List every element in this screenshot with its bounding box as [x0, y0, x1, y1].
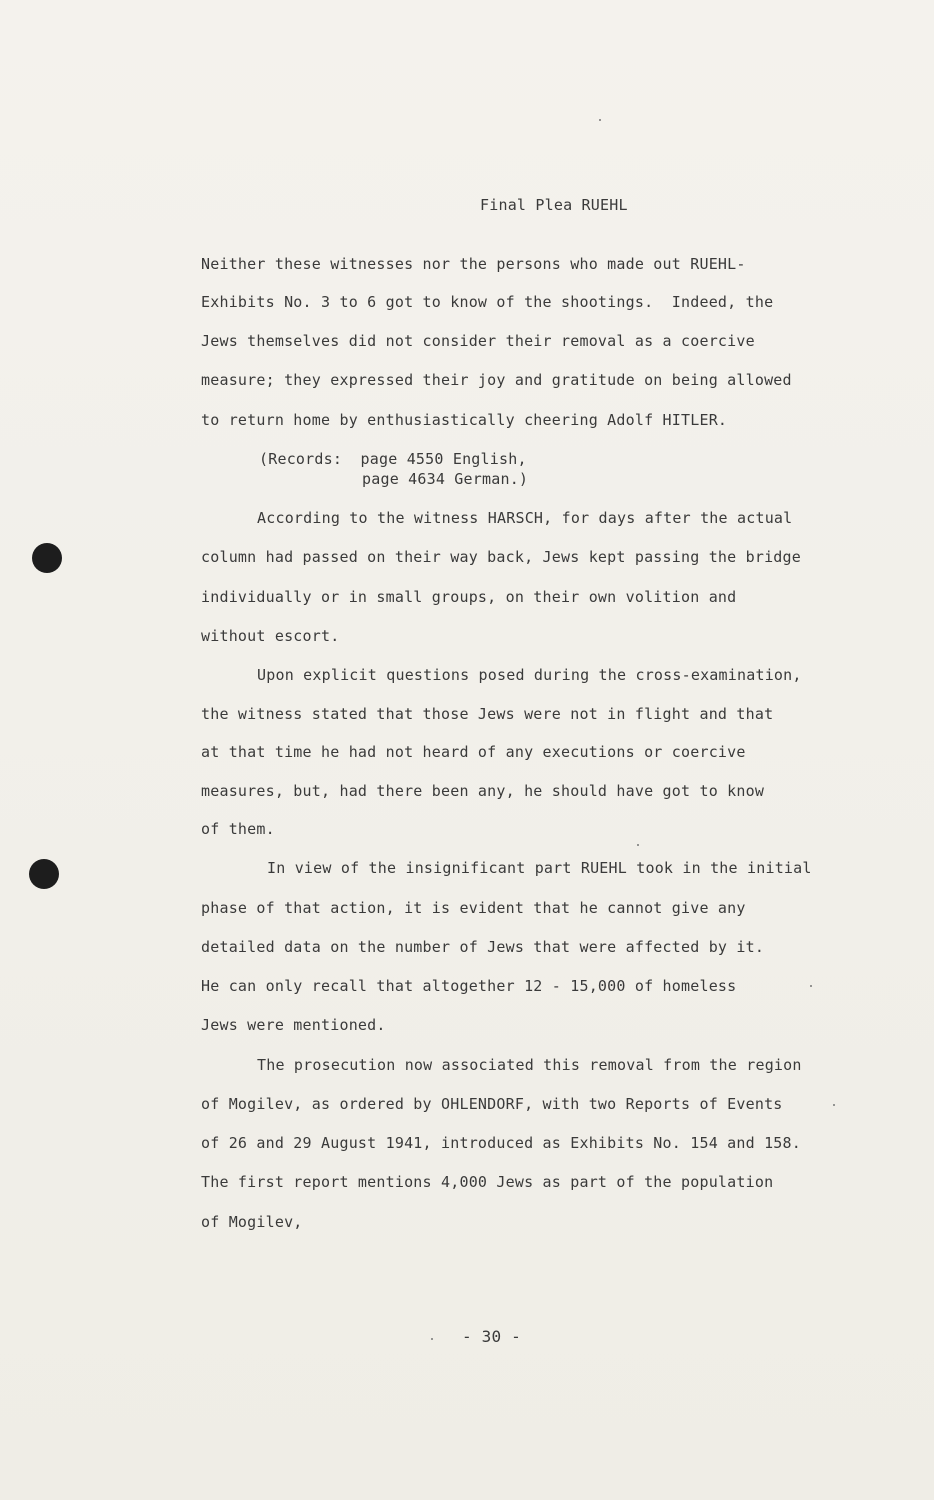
text-line: According to the witness HARSCH, for days after the actual: [257, 509, 793, 527]
text-line: The first report mentions 4,000 Jews as part of the population: [201, 1173, 774, 1191]
text-line: of 26 and 29 August 1941, introduced as Exhibits No. 154 and 158.: [201, 1134, 801, 1152]
paper-speck: [833, 1104, 835, 1106]
text-line: Upon explicit questions posed during the cross-examination,: [257, 666, 802, 684]
text-line: without escort.: [201, 627, 340, 645]
paper-speck: [599, 119, 601, 121]
text-line: Neither these witnesses nor the persons who made out RUEHL-: [201, 255, 746, 273]
text-line: The prosecution now associated this removal from the region: [257, 1056, 802, 1074]
text-line: measures, but, had there been any, he should have got to know: [201, 782, 765, 800]
paper-speck: [637, 844, 639, 846]
records-citation-line: (Records: page 4550 English,: [259, 450, 527, 468]
page-number: - 30 -: [462, 1327, 521, 1346]
text-line: detailed data on the number of Jews that were affected by it.: [201, 938, 765, 956]
text-line: of Mogilev,: [201, 1213, 303, 1231]
text-line: of Mogilev, as ordered by OHLENDORF, with two Reports of Events: [201, 1095, 783, 1113]
paper-speck: [810, 985, 812, 987]
text-line: to return home by enthusiastically cheering Adolf HITLER.: [201, 411, 728, 429]
records-citation-line: page 4634 German.): [362, 470, 529, 488]
text-line: Jews themselves did not consider their removal as a coercive: [201, 332, 755, 350]
text-line: Jews were mentioned.: [201, 1016, 386, 1034]
text-line: of them.: [201, 820, 275, 838]
text-line: column had passed on their way back, Jews kept passing the bridge: [201, 548, 801, 566]
document-title: Final Plea RUEHL: [480, 196, 628, 214]
text-line: Exhibits No. 3 to 6 got to know of the shootings. Indeed, the: [201, 293, 774, 311]
text-line: In view of the insignificant part RUEHL took in the initial: [267, 859, 812, 877]
text-line: phase of that action, it is evident that he cannot give any: [201, 899, 746, 917]
text-line: individually or in small groups, on their own volition and: [201, 588, 737, 606]
punch-hole-top: [32, 543, 62, 573]
text-line: measure; they expressed their joy and gratitude on being allowed: [201, 371, 792, 389]
paper-speck: [431, 1338, 433, 1340]
text-line: at that time he had not heard of any executions or coercive: [201, 743, 746, 761]
text-line: He can only recall that altogether 12 - 15,000 of homeless: [201, 977, 737, 995]
punch-hole-bottom: [29, 859, 59, 889]
text-line: the witness stated that those Jews were not in flight and that: [201, 705, 774, 723]
